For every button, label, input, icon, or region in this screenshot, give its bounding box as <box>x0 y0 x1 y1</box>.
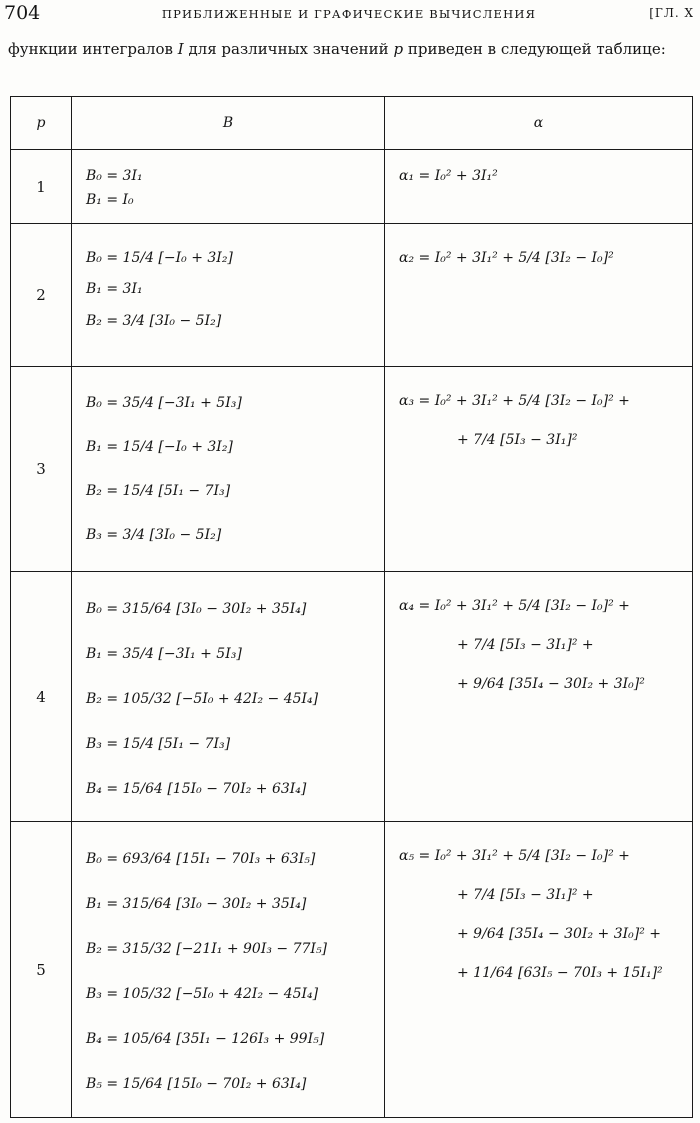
row-alpha-cell <box>385 822 693 1118</box>
row-p-value: 3 <box>11 367 72 572</box>
row-p-value: 4 <box>11 572 72 822</box>
row-alpha-cell <box>385 367 693 572</box>
table-row-p1 <box>11 150 693 224</box>
B-formula: B₁ = 3I₁ <box>86 281 143 297</box>
intro-text-end: приведен в следующей таблице: <box>407 40 666 58</box>
running-title: ПРИБЛИЖЕННЫЕ И ГРАФИЧЕСКИЕ ВЫЧИСЛЕНИЯ <box>161 7 537 21</box>
B-formula: B₂ = 105/32 [−5I₀ + 42I₂ − 45I₄] <box>86 690 319 707</box>
coefficients-table <box>10 96 693 1118</box>
header-p: p <box>11 97 72 150</box>
intro-paragraph <box>8 40 692 59</box>
table-row-p4 <box>11 572 693 822</box>
B-formula: B₂ = 3/4 [3I₀ − 5I₂] <box>86 312 222 329</box>
alpha-formula: α₂ = I₀² + 3I₁² + 5/4 [3I₂ − I₀]² <box>399 249 614 266</box>
alpha-formula-continued: + 7/4 [5I₃ − 3I₁]² <box>457 431 578 448</box>
alpha-formula: α₁ = I₀² + 3I₁² <box>399 168 498 184</box>
B-formula: B₀ = 693/64 [15I₁ − 70I₃ + 63I₅] <box>86 850 316 867</box>
chapter-marker: [ГЛ. X <box>649 6 694 20</box>
B-formula: B₄ = 15/64 [15I₀ − 70I₂ + 63I₄] <box>86 780 307 797</box>
alpha-formula-continued: + 9/64 [35I₄ − 30I₂ + 3I₀]² <box>457 675 645 692</box>
B-formula: B₃ = 15/4 [5I₁ − 7I₃] <box>86 735 231 752</box>
row-alpha-cell <box>385 572 693 822</box>
B-formula: B₃ = 3/4 [3I₀ − 5I₂] <box>86 527 222 543</box>
alpha-formula: α₃ = I₀² + 3I₁² + 5/4 [3I₂ − I₀]² + <box>399 392 630 409</box>
alpha-formula-continued: + 11/64 [63I₅ − 70I₃ + 15I₁]² <box>457 964 663 981</box>
alpha-formula-continued: + 7/4 [5I₃ − 3I₁]² + <box>457 636 594 653</box>
alpha-formula-continued: + 9/64 [35I₄ − 30I₂ + 3I₀]² + <box>457 925 662 942</box>
row-p-value: 2 <box>11 224 72 367</box>
B-formula: B₀ = 3I₁ <box>86 168 143 184</box>
B-formula: B₁ = 35/4 [−3I₁ + 5I₃] <box>86 645 242 662</box>
row-p-value: 1 <box>11 150 72 224</box>
row-alpha-cell <box>385 150 693 224</box>
row-B-cell <box>72 150 385 224</box>
B-formula: B₀ = 15/4 [−I₀ + 3I₂] <box>86 249 233 266</box>
B-formula: B₁ = 15/4 [−I₀ + 3I₂] <box>86 439 233 455</box>
B-formula: B₄ = 105/64 [35I₁ − 126I₃ + 99I₅] <box>86 1030 325 1047</box>
table-row-p3 <box>11 367 693 572</box>
row-B-cell <box>72 572 385 822</box>
B-formula: B₀ = 35/4 [−3I₁ + 5I₃] <box>86 395 242 411</box>
header-B: B <box>72 97 385 150</box>
intro-symbol-p: p <box>393 40 404 58</box>
alpha-formula: α₄ = I₀² + 3I₁² + 5/4 [3I₂ − I₀]² + <box>399 597 630 614</box>
table-row-p2 <box>11 224 693 367</box>
alpha-formula-continued: + 7/4 [5I₃ − 3I₁]² + <box>457 886 594 903</box>
row-p-value: 5 <box>11 822 72 1118</box>
B-formula: B₀ = 315/64 [3I₀ − 30I₂ + 35I₄] <box>86 600 307 617</box>
intro-text-start: функции интегралов <box>8 40 173 58</box>
B-formula: B₁ = I₀ <box>86 192 134 208</box>
B-formula: B₂ = 15/4 [5I₁ − 7I₃] <box>86 483 231 499</box>
B-formula: B₅ = 15/64 [15I₀ − 70I₂ + 63I₄] <box>86 1075 307 1092</box>
row-B-cell <box>72 224 385 367</box>
intro-symbol-I: I <box>177 40 184 58</box>
B-formula: B₃ = 105/32 [−5I₀ + 42I₂ − 45I₄] <box>86 985 319 1002</box>
header-alpha: α <box>385 97 693 150</box>
intro-text-middle: для различных значений <box>188 40 389 58</box>
row-alpha-cell <box>385 224 693 367</box>
row-B-cell <box>72 367 385 572</box>
row-B-cell <box>72 822 385 1118</box>
B-formula: B₁ = 315/64 [3I₀ − 30I₂ + 35I₄] <box>86 895 307 912</box>
table-row-p5 <box>11 822 693 1118</box>
page-number: 704 <box>4 2 41 24</box>
page-header <box>4 2 694 26</box>
alpha-formula: α₅ = I₀² + 3I₁² + 5/4 [3I₂ − I₀]² + <box>399 847 630 864</box>
B-formula: B₂ = 315/32 [−21I₁ + 90I₃ − 77I₅] <box>86 940 328 957</box>
table-header-row <box>11 97 693 150</box>
